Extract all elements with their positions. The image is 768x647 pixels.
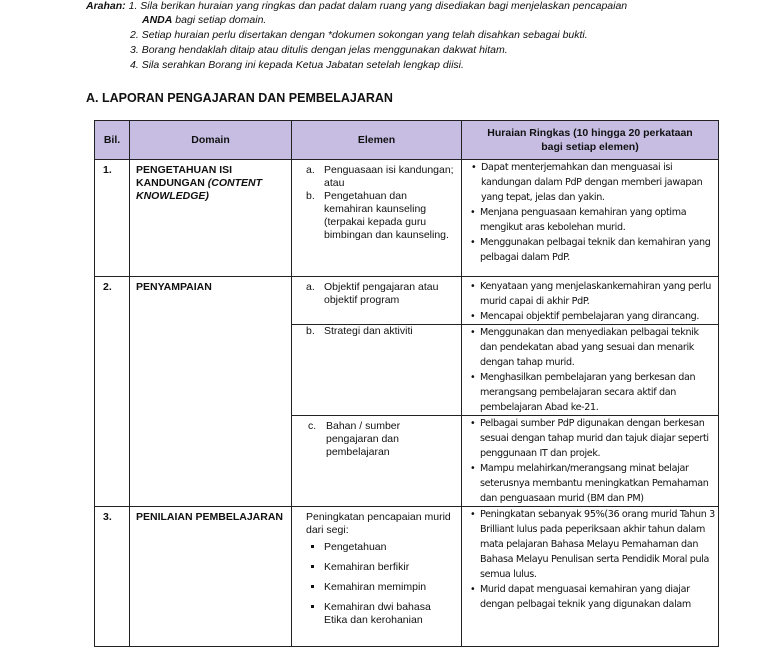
instruction-1: Arahan: 1. Sila berikan huraian yang ringkas dan padat dalam ruang yang disediakan bagi menjelaskan pencapaian: [86, 0, 628, 12]
instruction-1-cont: ANDA bagi setiap domain.: [142, 14, 267, 26]
domain-cell: PENILAIAN PEMBELAJARAN: [130, 507, 292, 647]
instruction-4: 4. Sila serahkan Borang ini kepada Ketua Jabatan setelah lengkap diisi.: [130, 59, 464, 71]
elemen-cell: Peningkatan pencapaian murid dari segi: ▪ Pengetahuan ▪ Kemahiran berfikir ▪ Kemahiran memimpin ▪ Kemahiran dwi bahasa Etika dan kerohanian: [292, 507, 462, 647]
row-number: 2.: [95, 277, 130, 507]
list-item: ▪ Kemahiran dwi bahasa Etika dan kerohanian: [324, 601, 455, 627]
domain-cell: PENYAMPAIAN: [130, 277, 292, 507]
list-item: ▪ Pengetahuan: [324, 541, 455, 554]
huraian-cell: • Menggunakan dan menyediakan pelbagai teknik dan pendekatan abad yang sesuai dan menarik dengan tahap murid. • Menghasilkan pembelajaran yang berkesan dan merangsang pembelajaran secara aktif dan pembelajaran Abad ke-21.: [462, 325, 719, 416]
section-title: A. LAPORAN PENGAJARAN DAN PEMBELAJARAN: [86, 91, 393, 105]
elemen-cell: c. Bahan / sumber pengajaran dan pembelajaran: [292, 416, 462, 507]
huraian-cell: • Pelbagai sumber PdP digunakan dengan berkesan sesuai dengan tahap murid dan tajuk diajar seperti penggunaan IT dan projek. • Mampu melahirkan/merangsang minat belajar seterusnya membantu meningkatkan Pemahaman dan penguasaan murid (BM dan PM): [462, 416, 719, 507]
table-row: [95, 277, 719, 325]
header-bil: Bil.: [95, 121, 130, 160]
elemen-cell: a. Penguasaan isi kandungan; atau b. Pengetahuan dan kemahiran kaunseling (terpakai kepada guru bimbingan dan kaunseling.: [292, 160, 462, 277]
header-elemen: Elemen: [292, 121, 462, 160]
huraian-cell: • Kenyataan yang menjelaskankemahiran yang perlu murid capai di akhir PdP. • Mencapai objektif pembelajaran yang dirancang.: [462, 277, 719, 325]
arahan-label: Arahan:: [86, 0, 126, 12]
list-item: ▪ Kemahiran memimpin: [324, 581, 455, 594]
huraian-cell: • Peningkatan sebanyak 95%(36 orang murid Tahun 3 Brilliant lulus pada peperiksaan akhir tahun dalam mata pelajaran Bahasa Melayu Pemahaman dan Bahasa Melayu Penulisan serta Pendidik Moral pula semua lulus. • Murid dapat menguasai kemahiran yang diajar dengan pelbagai teknik yang digunakan dalam: [462, 507, 719, 647]
table-header-row: [95, 121, 719, 160]
report-table: [94, 120, 719, 647]
instruction-3: 3. Borang hendaklah ditaip atau ditulis dengan jelas menggunakan dakwat hitam.: [130, 44, 508, 56]
elemen-cell: b. Strategi dan aktiviti: [292, 325, 462, 416]
domain-cell: PENGETAHUAN ISI KANDUNGAN (CONTENT KNOWLEDGE): [130, 160, 292, 277]
row-number: 3.: [95, 507, 130, 647]
table-row: [95, 160, 719, 277]
instruction-2: 2. Setiap huraian perlu disertakan dengan *dokumen sokongan yang telah disahkan sebagai bukti.: [130, 29, 588, 41]
huraian-cell: • Dapat menterjemahkan dan menguasai isi kandungan dalam PdP dengan memberi jawapan yang tepat, jelas dan yakin. • Menjana penguasaan kemahiran yang optima mengikut aras kebolehan murid. • Menggunakan pelbagai teknik dan kemahiran yang pelbagai dalam PdP.: [462, 160, 719, 277]
elemen-list: [306, 541, 455, 627]
table-row: [95, 507, 719, 647]
list-item: ▪ Kemahiran berfikir: [324, 561, 455, 574]
elemen-cell: a. Objektif pengajaran atau objektif program: [292, 277, 462, 325]
header-domain: Domain: [130, 121, 292, 160]
row-number: 1.: [95, 160, 130, 277]
header-huraian: Huraian Ringkas (10 hingga 20 perkataan bagi setiap elemen): [462, 121, 719, 160]
